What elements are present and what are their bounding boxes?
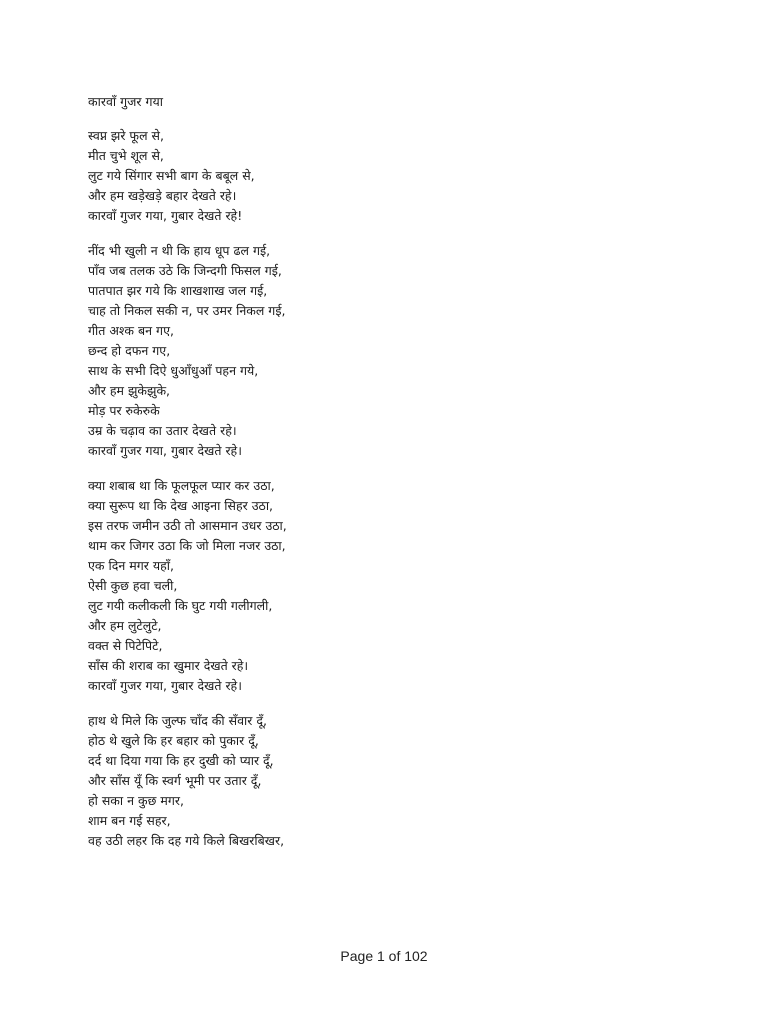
poem-line: थाम कर जिगर उठा कि जो मिला नजर उठा, bbox=[88, 538, 286, 553]
poem-line: पातपात झर गये कि शाखशाख जल गई, bbox=[88, 283, 268, 298]
stanza bbox=[88, 711, 688, 851]
poem-line: वक्त से पिटेपिटे, bbox=[88, 638, 163, 653]
poem-line: होठ थे खुले कि हर बहार को पुकार दूँ, bbox=[88, 733, 259, 748]
poem-line: ऐसी कुछ हवा चली, bbox=[88, 578, 178, 593]
poem-line: क्या सुरूप था कि देख आइना सिहर उठा, bbox=[88, 498, 274, 513]
poem-line: स्वप्न झरे फूल से, bbox=[88, 128, 164, 143]
poem-line: इस तरफ जमीन उठी तो आसमान उधर उठा, bbox=[88, 518, 287, 533]
poem-line: छन्द हो दफन गए, bbox=[88, 343, 171, 358]
poem-line: और हम झुकेझुके, bbox=[88, 383, 171, 398]
poem-line: साँस की शराब का खुमार देखते रहे। bbox=[88, 658, 249, 673]
poem-line: पाँव जब तलक उठे कि जिन्दगी फिसल गई, bbox=[88, 263, 282, 278]
poem-line: शाम बन गई सहर, bbox=[88, 813, 171, 828]
poem-line: हो सका न कुछ मगर, bbox=[88, 793, 184, 808]
poem-line: लुट गये सिंगार सभी बाग के बबूल से, bbox=[88, 168, 255, 183]
poem-line: कारवाँ गुजर गया, गुबार देखते रहे। bbox=[88, 678, 242, 693]
poem-title: कारवाँ गुजर गया bbox=[88, 94, 164, 109]
poem-line: एक दिन मगर यहाँ, bbox=[88, 558, 174, 573]
stanza bbox=[88, 126, 688, 226]
poem-line: दर्द था दिया गया कि हर दुखी को प्यार दूँ, bbox=[88, 753, 274, 768]
poem-line: लुट गयी कलीकली कि घुट गयी गलीगली, bbox=[88, 598, 273, 613]
poem-line: उम्र के चढ़ाव का उतार देखते रहे। bbox=[88, 423, 237, 438]
poem-line: क्या शबाब था कि फूलफूल प्यार कर उठा, bbox=[88, 478, 275, 493]
poem-line: कारवाँ गुजर गया, गुबार देखते रहे। bbox=[88, 443, 242, 458]
poem-line: और हम खड़ेखड़े बहार देखते रहे। bbox=[88, 188, 237, 203]
poem-line: नींद भी खुली न थी कि हाय धूप ढल गई, bbox=[88, 243, 271, 258]
poem-line: और साँस यूँ कि स्वर्ग भूमी पर उतार दूँ, bbox=[88, 773, 262, 788]
poem-line: कारवाँ गुजर गया, गुबार देखते रहे! bbox=[88, 208, 243, 223]
poem-line: मोड़ पर रुकेरुके bbox=[88, 403, 160, 418]
stanza bbox=[88, 241, 688, 461]
poem-line: मीत चुभे शूल से, bbox=[88, 148, 164, 163]
poem-line: वह उठी लहर कि दह गये किले बिखरबिखर, bbox=[88, 833, 285, 848]
poem-line: और हम लुटेलुटे, bbox=[88, 618, 162, 633]
poem-line: हाथ थे मिले कि जुल्फ चाँद की सँवार दूँ, bbox=[88, 713, 267, 728]
poem-body bbox=[88, 92, 688, 866]
stanza bbox=[88, 476, 688, 696]
page-number: Page 1 of 102 bbox=[340, 948, 428, 964]
poem-line: चाह तो निकल सकी न, पर उमर निकल गई, bbox=[88, 303, 286, 318]
poem-line: गीत अश्क बन गए, bbox=[88, 323, 174, 338]
stanza-list bbox=[88, 126, 688, 851]
poem-line: साथ के सभी दिऐ धुआँधुआँ पहन गये, bbox=[88, 363, 259, 378]
